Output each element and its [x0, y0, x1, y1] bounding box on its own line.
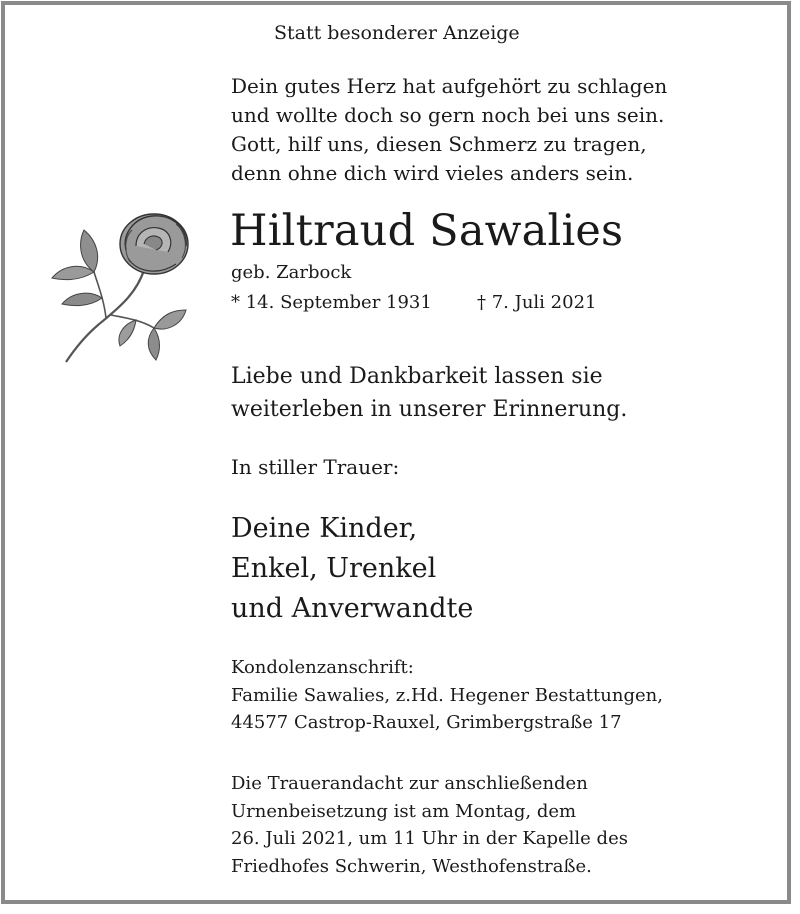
memorial-quote — [231, 360, 627, 426]
birth-date: * 14. September 1931 — [231, 292, 432, 313]
quote-line: weiterleben in unserer Erinnerung. — [231, 397, 628, 422]
poem-line: denn ohne dich wird vieles anders sein. — [231, 161, 634, 185]
mourners-line: und Anverwandte — [231, 593, 474, 624]
poem — [231, 72, 667, 188]
service-info — [231, 770, 628, 880]
service-line: 26. Juli 2021, um 11 Uhr in der Kapelle des — [231, 828, 628, 849]
notice-header: Statt besonderer Anzeige — [274, 22, 520, 44]
mourners-line: Enkel, Urenkel — [231, 553, 437, 584]
service-line: Die Trauerandacht zur anschließenden — [231, 773, 588, 794]
birth-name: geb. Zarbock — [231, 262, 352, 283]
quote-line: Liebe und Dankbarkeit lassen sie — [231, 364, 603, 389]
poem-line: Dein gutes Herz hat aufgehört zu schlagen — [231, 74, 668, 98]
poem-line: und wollte doch so gern noch bei uns sein. — [231, 103, 665, 127]
mourners-line: Deine Kinder, — [231, 513, 418, 544]
mourners — [231, 509, 473, 629]
service-line: Friedhofes Schwerin, Westhofenstraße. — [231, 855, 592, 877]
condolence-line: Kondolenzanschrift: — [231, 657, 414, 678]
death-date: † 7. Juli 2021 — [477, 292, 597, 313]
condolence-line: Familie Sawalies, z.Hd. Hegener Bestattungen, — [231, 684, 663, 706]
mourning-intro: In stiller Trauer: — [231, 455, 400, 479]
service-line: Urnenbeisetzung ist am Montag, dem — [231, 800, 577, 822]
deceased-name: Hiltraud Sawalies — [230, 206, 624, 256]
condolence-line: 44577 Castrop-Rauxel, Grimbergstraße 17 — [231, 712, 622, 733]
rose-icon — [36, 200, 206, 370]
condolence-address — [231, 654, 663, 737]
poem-line: Gott, hilf uns, diesen Schmerz zu tragen, — [231, 132, 647, 156]
